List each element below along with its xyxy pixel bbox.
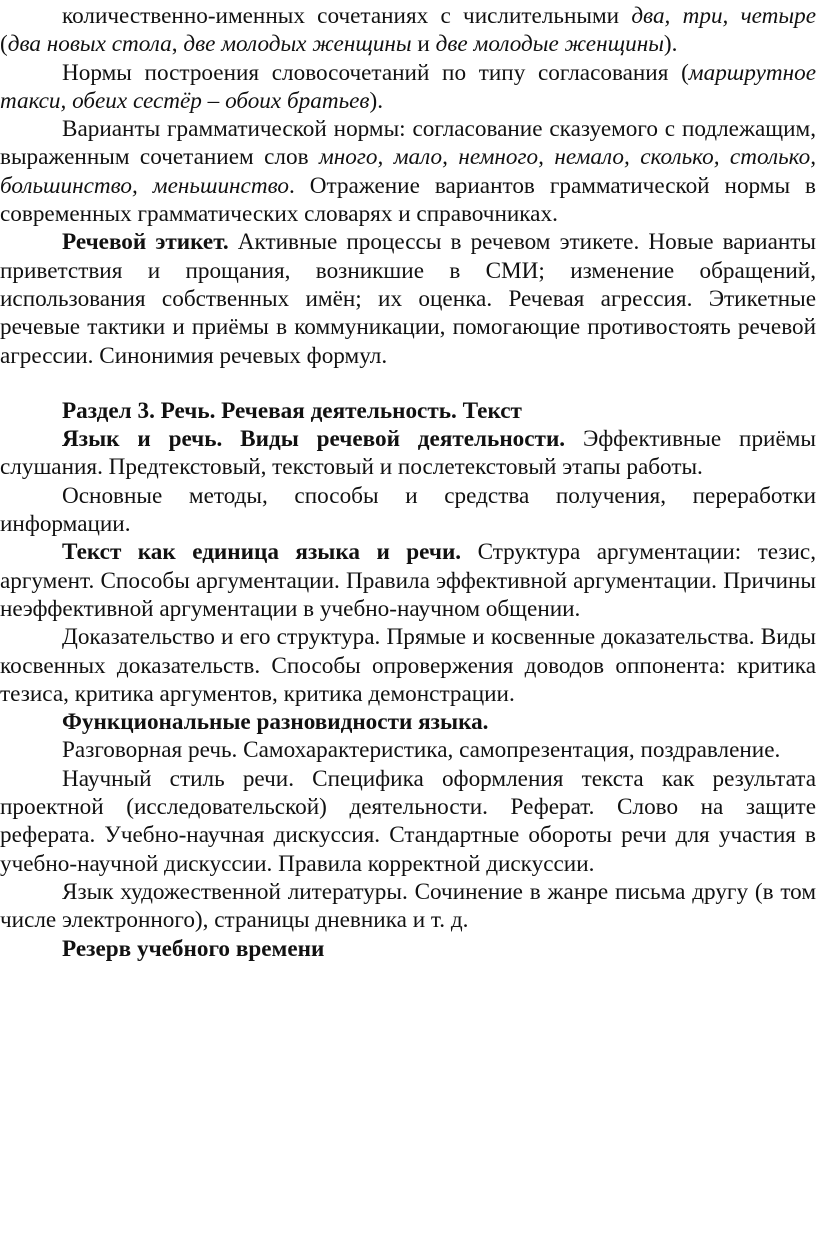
italic-text: маршрутное такси, обеих сестёр – обоих братьев [0,59,816,114]
text-segment: Активные процессы в речевом этикете. Новые варианты приветствия и прощания, возникшие в СМИ; изменение обращений, использования собственных имён; их оценка. Речевая агрессия. Этикетные речевые тактики и приёмы в коммуникации, помогающие противостоять речевой агрессии. Синонимия речевых формул. [0,229,816,369]
text-segment: и [411,31,436,58]
italic-text: две молодых женщины [183,31,412,58]
text-segment: количественно-именных сочетаниях с числительными [62,3,632,29]
text-segment: Структура аргументации: тезис, аргумент. Способы аргументации. Правила эффективной аргументации. Причины неэффективной аргументации в учебно-научном общении. [0,539,816,622]
text-segment: ). [369,87,384,114]
bold-text: Текст как единица языка и речи. [62,539,462,566]
paragraph-information-methods [0,482,816,539]
bold-text: Речевой этикет. [62,229,229,256]
text-segment: ). [663,31,678,58]
text-segment: . Отражение вариантов грамматической нормы в современных грамматических словарях и справочниках. [0,172,816,228]
text-segment: Эффективные приёмы слушания. Предтекстовый, текстовый и послетекстовый этапы работы. [0,426,816,481]
italic-text: два, три, четыре [631,3,816,29]
italic-text: много, мало, немного, немало, сколько, столько, большинство, меньшинство [0,144,816,199]
paragraph-grammar-variants [0,115,816,228]
text-segment: Доказательство и его структура. Прямые и косвенные доказательства. Виды косвенных доказательств. Способы опровержения доводов оппонента: критика тезиса, критика аргументов, критика демонстрации. [0,624,816,707]
text-segment: Варианты грамматической нормы: согласование сказуемого с подлежащим, выраженным сочетанием слов [0,116,816,171]
paragraph-language-and-speech [0,425,816,482]
italic-text: две молодые женщины [435,31,664,58]
text-segment: Нормы построения словосочетаний по типу согласования ( [62,59,689,86]
paragraph-numeral-combinations [0,2,816,59]
text-segment: Язык художественной литературы. Сочинение в жанре письма другу (в том числе электронного), страницы дневника и т. д. [0,878,816,934]
italic-text: два новых стола [7,31,172,58]
paragraph-proof-structure [0,623,816,708]
bold-text: Язык и речь. Виды речевой деятельности. [62,426,566,453]
section-3-heading [0,397,816,425]
paragraph-fiction-language [0,878,816,935]
bold-text: Функциональные разновидности языка. [62,709,489,736]
paragraph-agreement-norms [0,59,816,116]
heading-functional-varieties [0,708,816,736]
text-segment: Разговорная речь. Самохарактеристика, самопрезентация, поздравление. [62,737,781,764]
text-segment: Основные методы, способы и средства получения, переработки информации. [0,482,816,538]
text-segment: ( [0,31,8,58]
paragraph-scientific-style [0,765,816,878]
paragraph-text-as-unit [0,538,816,623]
paragraph-colloquial-speech [0,736,816,764]
paragraph-speech-etiquette [0,228,816,369]
bold-text: Резерв учебного времени [62,935,325,962]
text-segment: , [171,31,184,58]
bold-text: Раздел 3. Речь. Речевая деятельность. Текст [62,397,522,424]
text-segment: Научный стиль речи. Специфика оформления текста как результата проектной (исследовательской) деятельности. Реферат. Слово на защите реферата. Учебно-научная дискуссия. Стандартные обороты речи для участия в учебно-научной дискуссии. Правила корректной дискуссии. [0,765,816,877]
heading-reserve-time [0,935,816,963]
